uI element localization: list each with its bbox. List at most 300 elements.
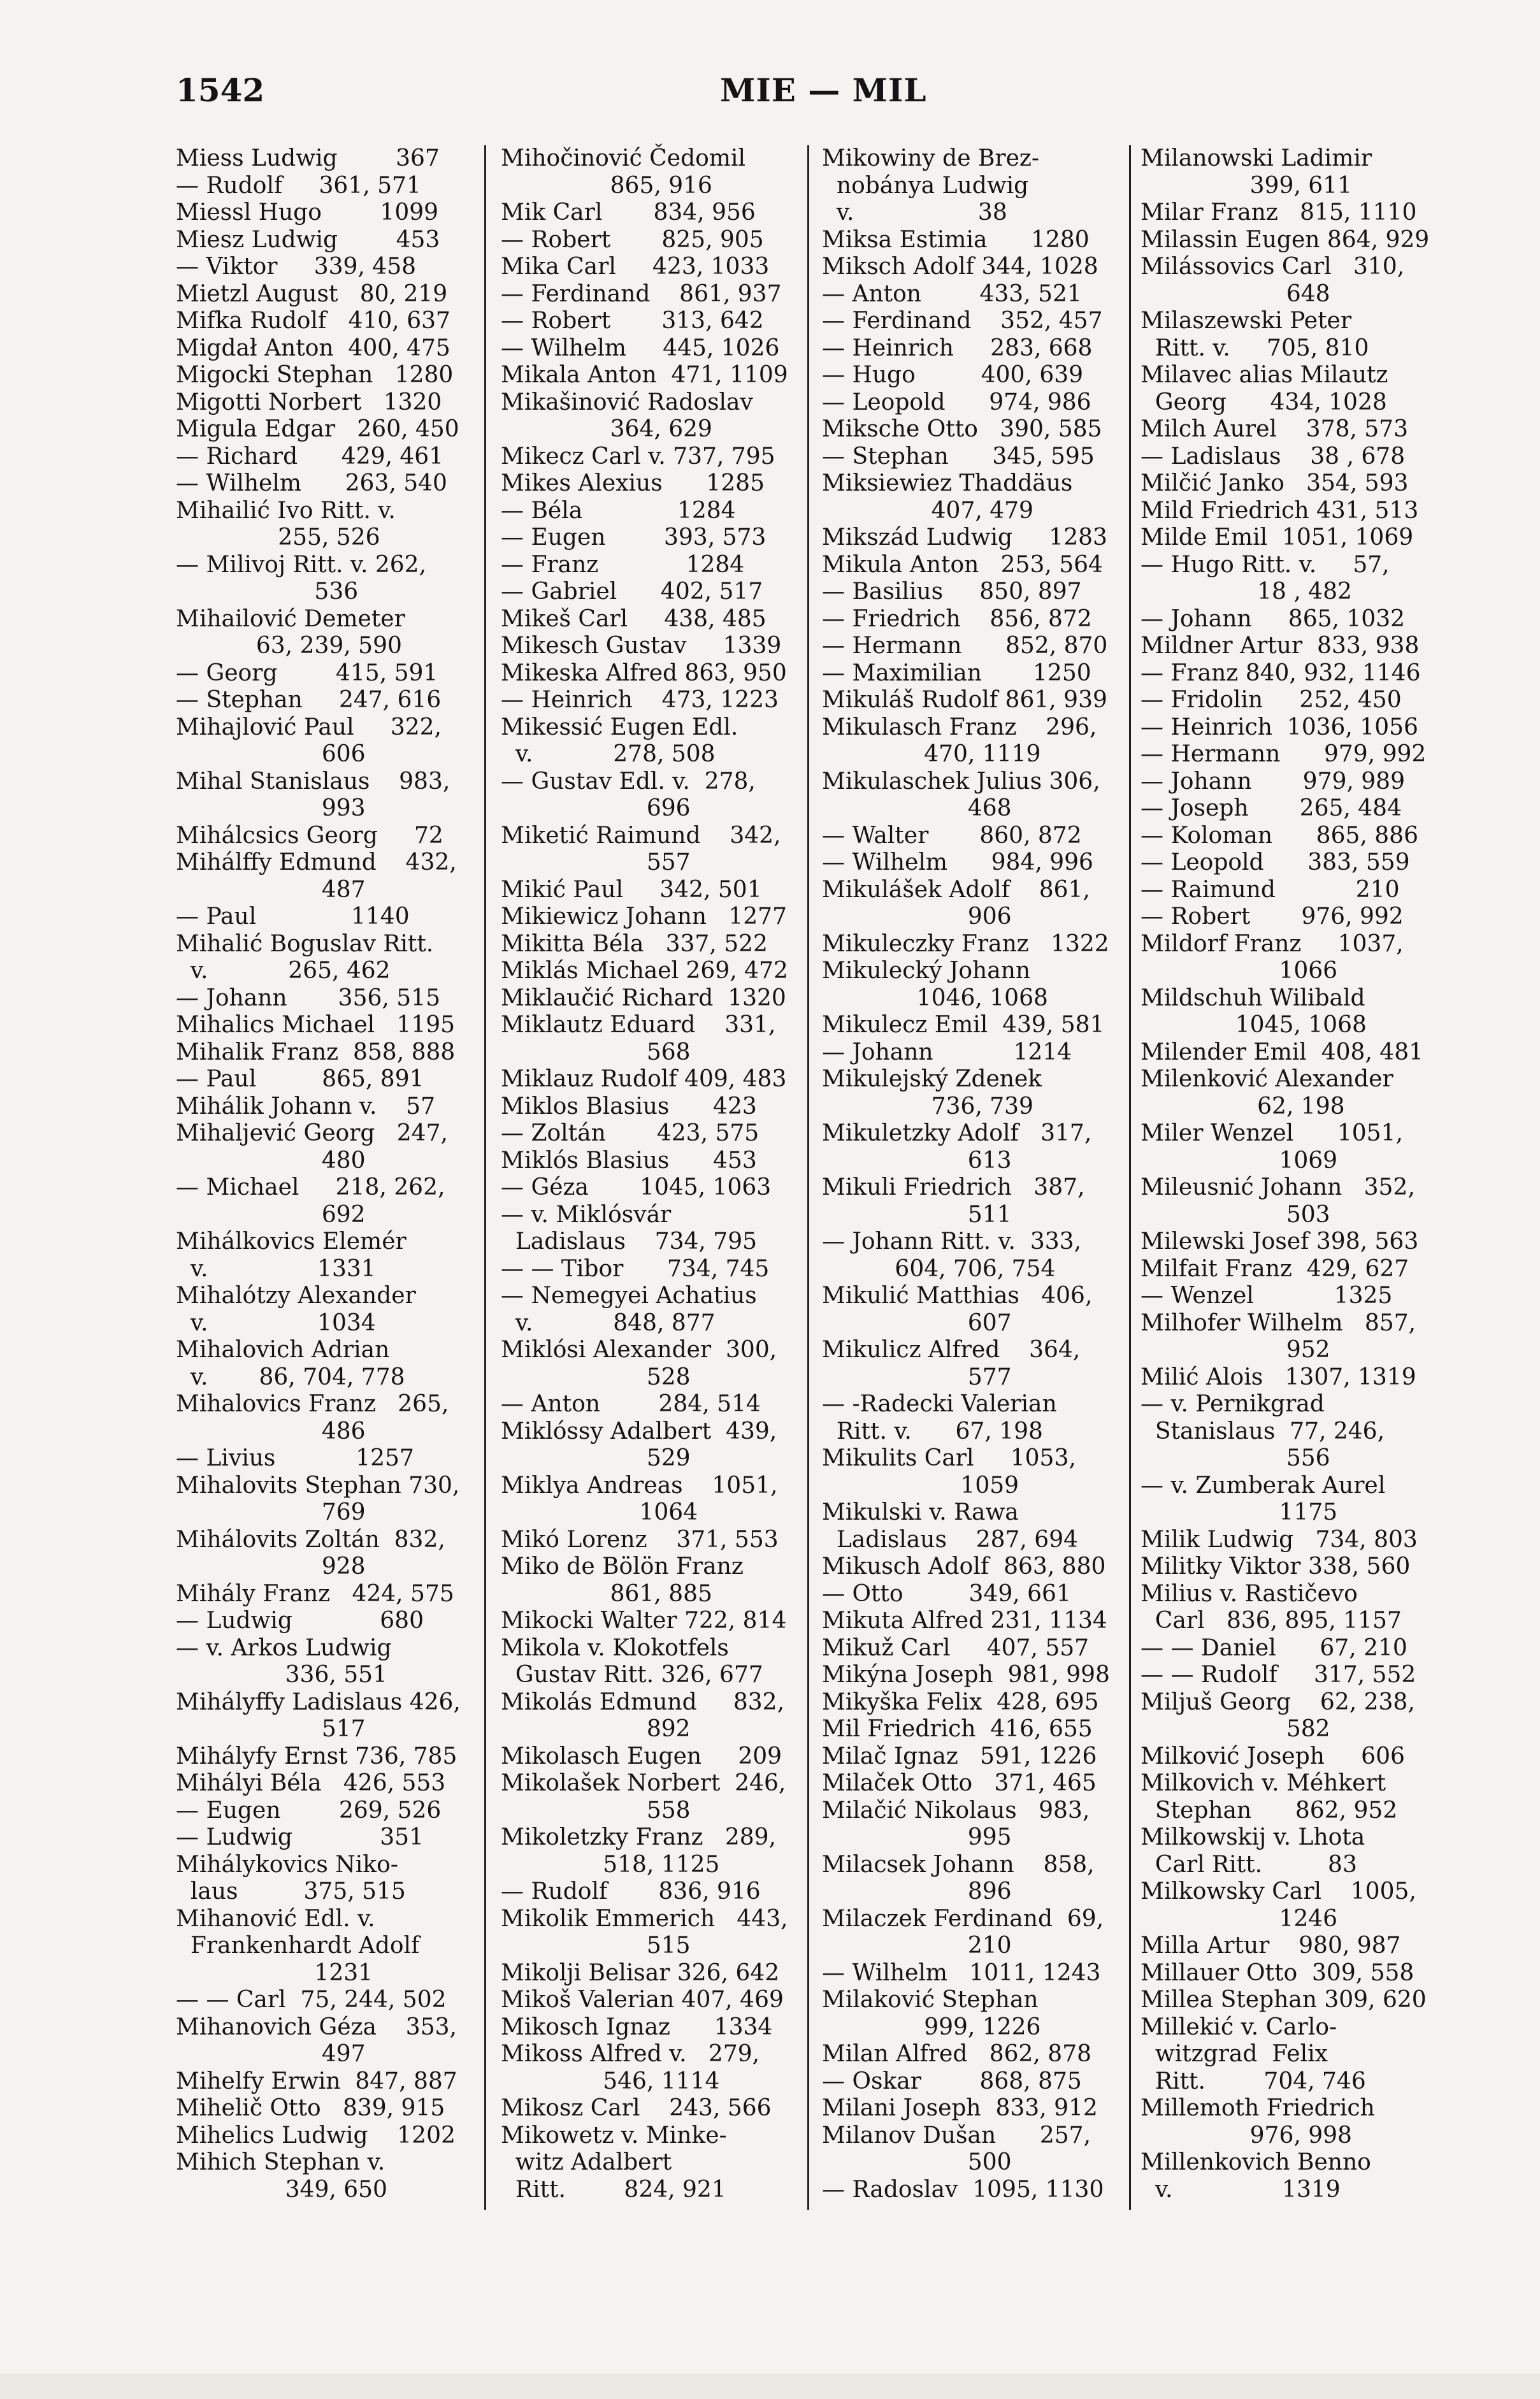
- index-entry: — Maximilian 1250: [822, 659, 1091, 686]
- index-entry: Milde Emil 1051, 1069: [1141, 524, 1414, 551]
- index-entry: Miklóssy Adalbert 439,: [501, 1418, 777, 1444]
- index-entry: Milčić Janko 354, 593: [1141, 470, 1409, 496]
- index-entry: — Heinrich 473, 1223: [501, 687, 779, 713]
- index-entry: Mihaljević Georg 247,: [176, 1120, 448, 1146]
- index-entry: — Franz 840, 932, 1146: [1141, 659, 1421, 686]
- index-entry: — Robert 976, 992: [1141, 904, 1404, 930]
- index-entry: Mihanović Edl. v.: [176, 1905, 375, 1932]
- index-entry: — Ladislaus 38 , 678: [1141, 443, 1406, 470]
- index-entry: Migdał Anton 400, 475: [176, 335, 450, 361]
- index-entry: 1064: [501, 1499, 698, 1525]
- index-entry: Stanislaus 77, 246,: [1141, 1418, 1385, 1444]
- index-entry: 769: [176, 1499, 366, 1525]
- index-entry: Mikulášek Adolf 861,: [822, 876, 1090, 903]
- index-entry: — Paul 1140: [176, 904, 410, 930]
- index-entry: Mikosch Ignaz 1334: [501, 2014, 773, 2040]
- index-entry: — v. Arkos Ludwig: [176, 1634, 392, 1661]
- index-entry: Mileusnić Johann 352,: [1141, 1174, 1415, 1200]
- index-entry: 1246: [1141, 1905, 1338, 1932]
- index-entry: 536: [176, 579, 359, 605]
- index-entry: Mikecz Carl v. 737, 795: [501, 443, 775, 470]
- index-entry: Mikulejský Zdenek: [822, 1066, 1042, 1092]
- index-entry: 1059: [822, 1472, 1019, 1499]
- index-entry: 892: [501, 1716, 691, 1742]
- index-entry: Mihály Franz 424, 575: [176, 1580, 454, 1607]
- index-entry: Milch Aurel 378, 573: [1141, 416, 1408, 442]
- index-entry: Miklósi Alexander 300,: [501, 1337, 777, 1363]
- index-entry: 928: [176, 1553, 366, 1580]
- column-divider: [807, 145, 809, 2210]
- index-entry: v. 1034: [176, 1309, 376, 1336]
- index-entry: Mikeš Carl 438, 485: [501, 605, 766, 632]
- index-entry: — Wilhelm 984, 996: [822, 849, 1093, 875]
- index-entry: Georg 434, 1028: [1141, 389, 1387, 415]
- index-entry: Mikosz Carl 243, 566: [501, 2095, 772, 2121]
- index-entry: Milkowskij v. Lhota: [1141, 1824, 1365, 1850]
- index-entry: — — Carl 75, 244, 502: [176, 1987, 447, 2013]
- column-divider: [484, 145, 486, 2210]
- index-entry: Mikala Anton 471, 1109: [501, 362, 788, 388]
- index-entry: Mikiewicz Johann 1277: [501, 904, 787, 930]
- index-entry: Mikić Paul 342, 501: [501, 876, 762, 903]
- index-entry: — Walter 860, 872: [822, 822, 1082, 849]
- index-entry: Mikuletzky Adolf 317,: [822, 1120, 1092, 1146]
- index-entry: Mietzl August 80, 219: [176, 280, 448, 307]
- index-column-3: [822, 145, 1125, 2203]
- index-entry: Milkovich v. Méhkert: [1141, 1770, 1386, 1796]
- index-entry: — Johann 356, 515: [176, 984, 440, 1011]
- index-entry: Milkowsky Carl 1005,: [1141, 1878, 1416, 1905]
- index-entry: — Nemegyei Achatius: [501, 1283, 757, 1309]
- index-entry: Mihelič Otto 839, 915: [176, 2095, 445, 2121]
- index-entry: Ritt. v. 67, 198: [822, 1418, 1043, 1444]
- index-entry: 255, 526: [176, 524, 380, 551]
- index-entry: 607: [822, 1309, 1012, 1336]
- index-entry: Mihajlović Paul 322,: [176, 714, 442, 740]
- index-entry: — Michael 218, 262,: [176, 1174, 445, 1200]
- index-entry: — Anton 433, 521: [822, 280, 1082, 307]
- index-entry: Mikuláš Rudolf 861, 939: [822, 687, 1107, 713]
- index-entry: — Hugo 400, 639: [822, 362, 1084, 388]
- index-entry: Mikolji Belisar 326, 642: [501, 1959, 780, 1986]
- column-divider: [1129, 145, 1131, 2210]
- index-entry: — Gabriel 402, 517: [501, 579, 763, 605]
- index-entry: Ritt. 704, 746: [1141, 2068, 1366, 2094]
- index-entry: v. 848, 877: [501, 1309, 716, 1336]
- page-number: 1542: [176, 71, 265, 109]
- index-entry: Miklauz Rudolf 409, 483: [501, 1066, 787, 1092]
- index-column-4: [1141, 145, 1443, 2203]
- index-entry: Mihálkovics Elemér: [176, 1228, 407, 1255]
- index-entry: Mihalovich Adrian: [176, 1337, 390, 1363]
- index-entry: 556: [1141, 1445, 1330, 1471]
- index-entry: Gustav Ritt. 326, 677: [501, 1662, 763, 1688]
- index-entry: — Eugen 269, 526: [176, 1797, 442, 1824]
- index-entry: — Stephan 345, 595: [822, 443, 1095, 470]
- index-entry: v. 1319: [1141, 2176, 1341, 2203]
- index-entry: Mihálykovics Niko-: [176, 1851, 398, 1878]
- index-entry: — Radoslav 1095, 1130: [822, 2176, 1104, 2203]
- index-entry: Miess Ludwig 367: [176, 145, 440, 171]
- index-entry: 582: [1141, 1716, 1330, 1742]
- index-entry: Mikulecký Johann: [822, 958, 1031, 984]
- index-entry: Mikyška Felix 428, 695: [822, 1689, 1099, 1715]
- index-entry: Milássovics Carl 310,: [1141, 254, 1405, 280]
- index-entry: Mihanovich Géza 353,: [176, 2014, 457, 2040]
- index-entry: 497: [176, 2041, 366, 2067]
- index-entry: 861, 885: [501, 1580, 712, 1607]
- index-entry: — Wilhelm 1011, 1243: [822, 1959, 1101, 1986]
- index-entry: Milani Joseph 833, 912: [822, 2095, 1098, 2121]
- index-entry: Mildorf Franz 1037,: [1141, 930, 1404, 957]
- index-entry: v. 86, 704, 778: [176, 1364, 405, 1390]
- index-entry: Migotti Norbert 1320: [176, 389, 442, 415]
- index-entry: Mihalovits Stephan 730,: [176, 1472, 460, 1499]
- index-entry: 503: [1141, 1201, 1330, 1228]
- index-entry: Miklós Blasius 453: [501, 1147, 757, 1174]
- index-entry: Mikesch Gustav 1339: [501, 633, 782, 659]
- index-entry: Mihályi Béla 426, 553: [176, 1770, 446, 1796]
- index-entry: 511: [822, 1201, 1012, 1228]
- index-entry: v. 265, 462: [176, 958, 391, 984]
- index-entry: Mihalótzy Alexander: [176, 1283, 416, 1309]
- index-entry: — v. Miklósvár: [501, 1201, 672, 1228]
- index-entry: Mifka Rudolf 410, 637: [176, 308, 450, 334]
- index-entry: Mihalovics Franz 265,: [176, 1391, 449, 1417]
- index-entry: Miko de Bölön Franz: [501, 1553, 744, 1580]
- index-entry: — Raimund 210: [1141, 876, 1400, 903]
- index-entry: 1069: [1141, 1147, 1338, 1174]
- index-entry: 999, 1226: [822, 2014, 1041, 2040]
- index-entry: Milius v. Rastičevo: [1141, 1580, 1358, 1607]
- index-entry: Ritt. v. 705, 810: [1141, 335, 1369, 361]
- index-entry: Ladislaus 287, 694: [822, 1526, 1079, 1553]
- index-entry: Miler Wenzel 1051,: [1141, 1120, 1403, 1146]
- index-entry: Milacsek Johann 858,: [822, 1851, 1095, 1878]
- index-entry: 696: [501, 795, 691, 821]
- index-entry: Milanov Dušan 257,: [822, 2122, 1091, 2149]
- index-entry: Mikola v. Klokotfels: [501, 1634, 729, 1661]
- index-entry: 407, 479: [822, 497, 1033, 524]
- index-entry: Milačić Nikolaus 983,: [822, 1797, 1090, 1824]
- index-entry: 468: [822, 795, 1012, 821]
- index-entry: — Franz 1284: [501, 551, 745, 578]
- index-entry: Ladislaus 734, 795: [501, 1228, 758, 1255]
- index-entry: — Ludwig 680: [176, 1608, 424, 1634]
- index-entry: Mikoss Alfred v. 279,: [501, 2041, 760, 2067]
- index-entry: Mikitta Béla 337, 522: [501, 930, 768, 957]
- index-entry: 486: [176, 1418, 366, 1444]
- index-entry: Milfait Franz 429, 627: [1141, 1255, 1409, 1282]
- index-entry: 517: [176, 1716, 366, 1742]
- index-entry: Mikocki Walter 722, 814: [501, 1608, 787, 1634]
- index-entry: — v. Pernikgrad: [1141, 1391, 1325, 1417]
- index-entry: — Johann 865, 1032: [1141, 605, 1406, 632]
- index-entry: Millea Stephan 309, 620: [1141, 1987, 1427, 2013]
- index-entry: Mihailović Demeter: [176, 605, 405, 632]
- index-entry: Milavec alias Milautz: [1141, 362, 1388, 388]
- index-entry: 1066: [1141, 958, 1338, 984]
- index-entry: Mild Friedrich 431, 513: [1141, 497, 1419, 524]
- index-entry: 528: [501, 1364, 691, 1390]
- index-entry: 606: [176, 741, 366, 767]
- index-entry: Mil Friedrich 416, 655: [822, 1716, 1093, 1742]
- index-entry: — Friedrich 856, 872: [822, 605, 1092, 632]
- index-entry: — Richard 429, 461: [176, 443, 444, 470]
- index-entry: 18 , 482: [1141, 579, 1352, 605]
- index-entry: — Eugen 393, 573: [501, 524, 766, 551]
- index-entry: Mildschuh Wilibald: [1141, 984, 1365, 1011]
- index-entry: Mihalik Franz 858, 888: [176, 1039, 456, 1065]
- index-entry: — Paul 865, 891: [176, 1066, 424, 1092]
- index-entry: — Hugo Ritt. v. 57,: [1141, 551, 1390, 578]
- index-entry: Milač Ignaz 591, 1226: [822, 1743, 1097, 1769]
- index-entry: — Basilius 850, 897: [822, 579, 1082, 605]
- index-entry: — Wilhelm 445, 1026: [501, 335, 780, 361]
- index-entry: Miklaučić Richard 1320: [501, 984, 786, 1011]
- index-entry: — Wilhelm 263, 540: [176, 470, 447, 496]
- index-entry: 364, 629: [501, 416, 712, 442]
- index-entry: Mihich Stephan v.: [176, 2149, 385, 2175]
- index-entry: Mikoletzky Franz 289,: [501, 1824, 776, 1850]
- index-column-2: [501, 145, 803, 2203]
- index-entry: Milanowski Ladimir: [1141, 145, 1372, 171]
- index-entry: Millemoth Friedrich: [1141, 2095, 1375, 2121]
- index-entry: Milla Artur 980, 987: [1141, 1933, 1401, 1959]
- index-entry: Mihočinović Čedomil: [501, 145, 745, 171]
- index-entry: Mikulski v. Rawa: [822, 1499, 1019, 1525]
- index-entry: 487: [176, 876, 366, 903]
- index-entry: v. 1331: [176, 1255, 376, 1282]
- index-entry: 736, 739: [822, 1093, 1033, 1120]
- index-entry: Miklos Blasius 423: [501, 1093, 757, 1120]
- index-entry: 529: [501, 1445, 691, 1471]
- index-entry: 976, 998: [1141, 2122, 1352, 2149]
- index-entry: Miessl Hugo 1099: [176, 199, 439, 226]
- index-entry: — Anton 284, 514: [501, 1391, 761, 1417]
- index-entry: 1046, 1068: [822, 984, 1048, 1011]
- index-entry: 210: [822, 1933, 1012, 1959]
- index-entry: — Milivoj Ritt. v. 262,: [176, 551, 427, 578]
- index-entry: Miesz Ludwig 453: [176, 226, 440, 253]
- index-entry: Milar Franz 815, 1110: [1141, 199, 1417, 226]
- index-entry: 906: [822, 904, 1012, 930]
- index-entry: — Ludwig 351: [176, 1824, 424, 1850]
- index-entry: Mikolás Edmund 832,: [501, 1689, 785, 1715]
- index-entry: 399, 611: [1141, 172, 1352, 199]
- index-entry: Milaszewski Peter: [1141, 308, 1352, 334]
- index-entry: witz Adalbert: [501, 2149, 672, 2175]
- index-entry: Miketić Raimund 342,: [501, 822, 781, 849]
- index-entry: — Johann 979, 989: [1141, 768, 1405, 795]
- index-entry: Mihálik Johann v. 57: [176, 1093, 435, 1120]
- index-entry: Miklya Andreas 1051,: [501, 1472, 778, 1499]
- index-entry: — Georg 415, 591: [176, 659, 438, 686]
- index-entry: — — Daniel 67, 210: [1141, 1634, 1407, 1661]
- index-entry: Milhofer Wilhelm 857,: [1141, 1309, 1416, 1336]
- index-entry: 336, 551: [176, 1662, 387, 1688]
- index-entry: Mihálovits Zoltán 832,: [176, 1526, 445, 1553]
- index-entry: Milassin Eugen 864, 929: [1141, 226, 1430, 253]
- index-entry: Mikulić Matthias 406,: [822, 1283, 1093, 1309]
- index-entry: Carl Ritt. 83: [1141, 1851, 1357, 1878]
- index-entry: Mika Carl 423, 1033: [501, 254, 770, 280]
- index-entry: Milenković Alexander: [1141, 1066, 1393, 1092]
- index-entry: — Livius 1257: [176, 1445, 414, 1471]
- index-entry: Millauer Otto 309, 558: [1141, 1959, 1414, 1986]
- index-entry: — — Rudolf 317, 552: [1141, 1662, 1416, 1688]
- index-entry: — Johann Ritt. v. 333,: [822, 1228, 1082, 1255]
- index-entry: Miklás Michael 269, 472: [501, 958, 788, 984]
- index-entry: Stephan 862, 952: [1141, 1797, 1398, 1824]
- index-entry: Mikó Lorenz 371, 553: [501, 1526, 779, 1553]
- index-column-1: [176, 145, 479, 2203]
- index-entry: 568: [501, 1039, 691, 1065]
- index-entry: Mikszád Ludwig 1283: [822, 524, 1107, 551]
- index-entry: — Géza 1045, 1063: [501, 1174, 772, 1200]
- index-entry: 1231: [176, 1959, 373, 1986]
- index-entry: Militky Viktor 338, 560: [1141, 1553, 1411, 1580]
- index-entry: Mihalić Boguslav Ritt.: [176, 930, 434, 957]
- index-entry: Mihalics Michael 1195: [176, 1012, 456, 1038]
- index-entry: Mikusch Adolf 863, 880: [822, 1553, 1106, 1580]
- index-entry: Millekić v. Carlo-: [1141, 2014, 1337, 2040]
- index-entry: 546, 1114: [501, 2068, 720, 2094]
- index-entry: Mikuta Alfred 231, 1134: [822, 1608, 1107, 1634]
- index-entry: — Wenzel 1325: [1141, 1283, 1393, 1309]
- index-entry: 993: [176, 795, 366, 821]
- index-entry: Milik Ludwig 734, 803: [1141, 1526, 1418, 1553]
- index-entry: — Ferdinand 861, 937: [501, 280, 782, 307]
- index-entry: 518, 1125: [501, 1851, 720, 1878]
- index-entry: Mik Carl 834, 956: [501, 199, 756, 226]
- index-entry: v. 278, 508: [501, 741, 716, 767]
- index-entry: Milewski Josef 398, 563: [1141, 1228, 1419, 1255]
- index-entry: Mihal Stanislaus 983,: [176, 768, 450, 795]
- index-entry: 62, 198: [1141, 1093, 1345, 1120]
- index-entry: Milaček Otto 371, 465: [822, 1770, 1097, 1796]
- index-entry: Mihályfy Ernst 736, 785: [176, 1743, 457, 1769]
- index-entry: — Robert 825, 905: [501, 226, 764, 253]
- index-entry: Mikowiny de Brez-: [822, 145, 1040, 171]
- index-entry: Mikuli Friedrich 387,: [822, 1174, 1085, 1200]
- index-entry: 557: [501, 849, 691, 875]
- index-entry: Mikolasch Eugen 209: [501, 1743, 782, 1769]
- index-entry: 500: [822, 2149, 1012, 2175]
- index-entry: — Béla 1284: [501, 497, 736, 524]
- index-entry: 952: [1141, 1337, 1330, 1363]
- index-entry: Carl 836, 895, 1157: [1141, 1608, 1402, 1634]
- index-entry: 896: [822, 1878, 1012, 1905]
- index-entry: Mildner Artur 833, 938: [1141, 633, 1420, 659]
- index-entry: — Hermann 852, 870: [822, 633, 1108, 659]
- index-entry: Mikowetz v. Minke-: [501, 2122, 727, 2149]
- index-entry: Mikulasch Franz 296,: [822, 714, 1097, 740]
- index-entry: Mikýna Joseph 981, 998: [822, 1662, 1110, 1688]
- index-entry: Migula Edgar 260, 450: [176, 416, 459, 442]
- index-entry: — Koloman 865, 886: [1141, 822, 1418, 849]
- index-entry: — Hermann 979, 992: [1141, 741, 1427, 767]
- index-entry: 63, 239, 590: [176, 633, 402, 659]
- index-entry: 604, 706, 754: [822, 1255, 1056, 1282]
- index-entry: Mihálcsics Georg 72: [176, 822, 443, 849]
- index-entry: Milender Emil 408, 481: [1141, 1039, 1424, 1065]
- index-entry: — Rudolf 361, 571: [176, 172, 421, 199]
- index-entry: — -Radecki Valerian: [822, 1391, 1057, 1417]
- index-entry: Milković Joseph 606: [1141, 1743, 1405, 1769]
- index-entry: 480: [176, 1147, 366, 1174]
- index-entry: Mikeska Alfred 863, 950: [501, 659, 787, 686]
- index-entry: Mihelics Ludwig 1202: [176, 2122, 456, 2149]
- index-entry: Miklautz Eduard 331,: [501, 1012, 776, 1038]
- index-entry: — Robert 313, 642: [501, 308, 764, 334]
- index-entry: Mikessić Eugen Edl.: [501, 714, 738, 740]
- page-bottom-margin: [0, 2374, 1540, 2399]
- index-entry: — Rudolf 836, 916: [501, 1878, 761, 1905]
- index-entry: Mihályffy Ladislaus 426,: [176, 1689, 461, 1715]
- index-entry: Mikuleczky Franz 1322: [822, 930, 1109, 957]
- index-entry: Miksiewiez Thaddäus: [822, 470, 1073, 496]
- index-entry: Mikoš Valerian 407, 469: [501, 1987, 784, 2013]
- index-entry: Mikes Alexius 1285: [501, 470, 765, 496]
- index-entry: — Gustav Edl. v. 278,: [501, 768, 756, 795]
- index-entry: Milić Alois 1307, 1319: [1141, 1364, 1416, 1390]
- index-entry: 470, 1119: [822, 741, 1041, 767]
- index-entry: — Viktor 339, 458: [176, 254, 417, 280]
- index-entry: — Leopold 383, 559: [1141, 849, 1410, 875]
- index-entry: Ritt. 824, 921: [501, 2176, 726, 2203]
- index-entry: Mikolašek Norbert 246,: [501, 1770, 786, 1796]
- index-entry: — Otto 349, 661: [822, 1580, 1071, 1607]
- index-entry: Miksa Estimia 1280: [822, 226, 1090, 253]
- index-entry: Mikulecz Emil 439, 581: [822, 1012, 1105, 1038]
- index-entry: Millenkovich Benno: [1141, 2149, 1371, 2175]
- index-entry: — Heinrich 283, 668: [822, 335, 1093, 361]
- index-entry: Migocki Stephan 1280: [176, 362, 454, 388]
- index-entry: Mikolik Emmerich 443,: [501, 1905, 788, 1932]
- index-entry: 995: [822, 1824, 1012, 1850]
- index-entry: — Stephan 247, 616: [176, 687, 442, 713]
- index-entry: 577: [822, 1364, 1012, 1390]
- index-entry: Mikulaschek Julius 306,: [822, 768, 1100, 795]
- index-entry: Miksche Otto 390, 585: [822, 416, 1102, 442]
- index-entry: Milaczek Ferdinand 69,: [822, 1905, 1104, 1932]
- index-entry: — Johann 1214: [822, 1039, 1072, 1065]
- index-entry: 613: [822, 1147, 1012, 1174]
- index-entry: — Leopold 974, 986: [822, 389, 1091, 415]
- index-entry: 349, 650: [176, 2176, 387, 2203]
- index-entry: — Fridolin 252, 450: [1141, 687, 1402, 713]
- index-entry: Milaković Stephan: [822, 1987, 1039, 2013]
- index-entry: 515: [501, 1933, 691, 1959]
- index-entry: Miljuš Georg 62, 238,: [1141, 1689, 1415, 1715]
- index-entry: Mikulits Carl 1053,: [822, 1445, 1076, 1471]
- index-entry: — Ferdinand 352, 457: [822, 308, 1103, 334]
- index-entry: Mihailić Ivo Ritt. v.: [176, 497, 396, 524]
- index-entry: — Joseph 265, 484: [1141, 795, 1402, 821]
- index-entry: Mikula Anton 253, 564: [822, 551, 1103, 578]
- index-entry: Mihálffy Edmund 432,: [176, 849, 457, 875]
- index-entry: Mikulicz Alfred 364,: [822, 1337, 1081, 1363]
- index-entry: v. 38: [822, 199, 1007, 226]
- index-entry: Milan Alfred 862, 878: [822, 2041, 1092, 2067]
- index-entry: 648: [1141, 280, 1330, 307]
- running-head: MIE — MIL: [720, 71, 927, 109]
- index-entry: 1045, 1068: [1141, 1012, 1367, 1038]
- index-entry: laus 375, 515: [176, 1878, 406, 1905]
- index-entry: Mikuž Carl 407, 557: [822, 1634, 1090, 1661]
- index-entry: Mikašinović Radoslav: [501, 389, 753, 415]
